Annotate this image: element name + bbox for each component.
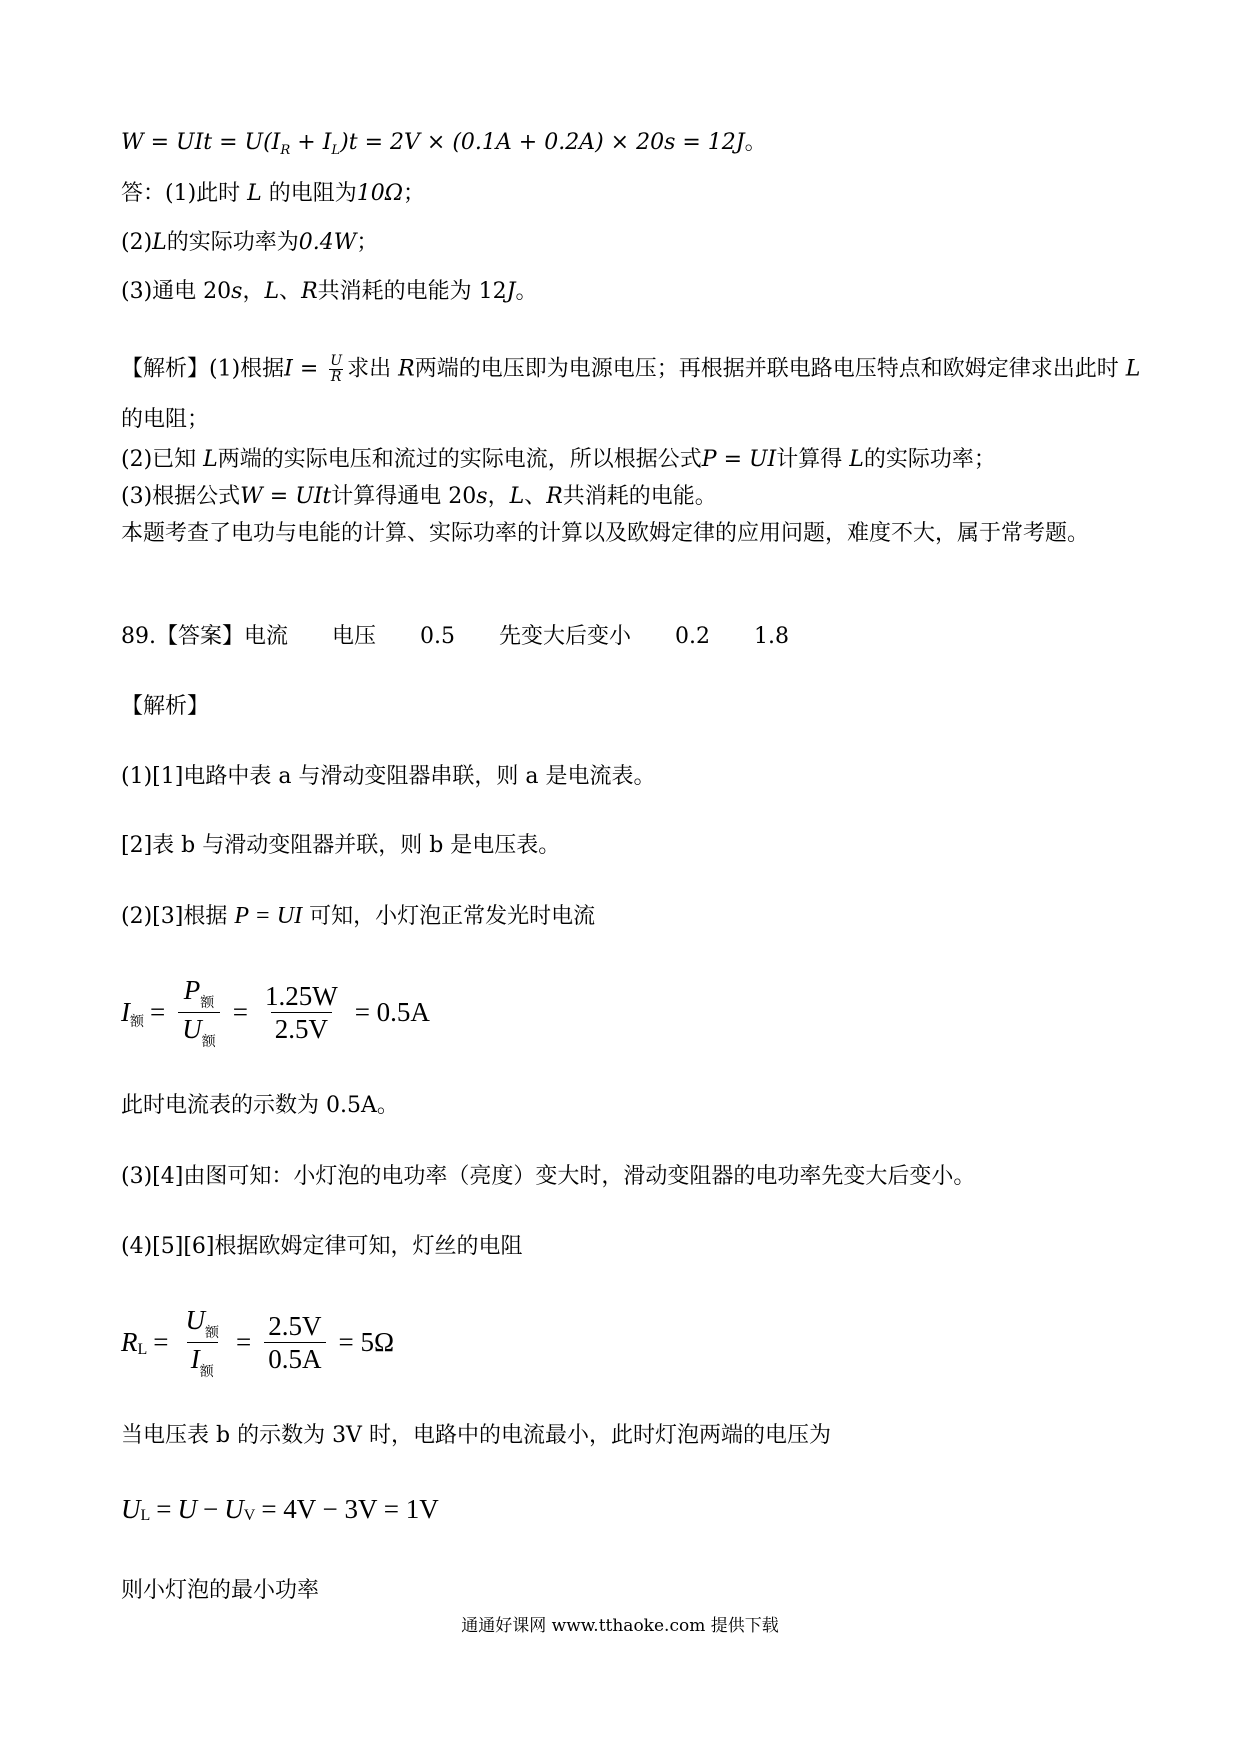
answer-3-prefix: (3)通电 20 [121, 279, 232, 304]
q89-step-3-equation: P = UI [234, 903, 303, 929]
answer-3-sep-1: ， [242, 279, 265, 304]
q89-step-3-prefix: (2)[3]根据 [121, 904, 235, 929]
answer-2-value: 0.4W [298, 230, 357, 255]
voltmeter-voltage-symbol: U [224, 1494, 244, 1524]
equals-sign: = [153, 1327, 169, 1357]
source-voltage-symbol: U [177, 1494, 198, 1524]
answer-2-middle: 的实际功率为 [166, 230, 299, 255]
answer-line-3 [121, 277, 538, 307]
answer-3-variable-l: L [264, 279, 280, 304]
answer-line-1 [121, 179, 425, 209]
fraction-denominator: 0.5A [264, 1342, 325, 1375]
answer-1-end: ； [403, 181, 426, 206]
analysis-3-sep-1: ， [487, 484, 510, 509]
current-subscript: 额 [199, 1365, 214, 1380]
voltage-subscript: 额 [205, 1326, 220, 1341]
work-equation-part-a: W = UIt = U(I [121, 130, 281, 155]
q89-step-3-suffix: 可知，小灯泡正常发光时电流 [302, 904, 596, 929]
q89-answer-6: 1.8 [754, 624, 790, 649]
analysis-1-variable-l: L [1125, 356, 1141, 382]
analysis-2-text: 两端的实际电压和流过的实际电流，所以根据公式 [217, 447, 702, 472]
analysis-1-variable-r: R [398, 356, 415, 382]
analysis-3-variable-l: L [509, 484, 525, 509]
formula-resistance-subscript: L [137, 1340, 148, 1358]
answer-2-variable: L [152, 230, 167, 255]
fraction-denominator: R [330, 369, 342, 385]
q89-step-2: [2]表 b 与滑动变阻器并联，则 b 是电压表。 [121, 833, 561, 858]
voltmeter-voltage-subscript: V [243, 1507, 256, 1524]
formula-result: = 0.5A [354, 997, 430, 1027]
analysis-1-text: 两端的电压即为电源电压；再根据并联电路电压特点和欧姆定律求出此时 [414, 356, 1126, 382]
answer-line-2 [121, 228, 378, 258]
subscript-r: R [280, 142, 291, 158]
analysis-2-end: 的实际功率； [863, 447, 996, 472]
ohm-fraction [328, 354, 344, 385]
q89-answer-3: 0.5 [420, 624, 456, 649]
q89-step-7: 则小灯泡的最小功率 [121, 1578, 320, 1603]
q89-answer-2: 电压 [332, 624, 377, 649]
answer-3-unit-s: s [231, 279, 243, 304]
analysis-1-equation: I = [284, 356, 326, 382]
voltage-subscript: 额 [201, 1035, 216, 1050]
work-equation-part-b: + I [290, 130, 332, 155]
analysis-1-prefix: 【解析】(1)根据 [121, 356, 285, 382]
answer-3-unit-j: J [506, 279, 516, 304]
power-subscript: 额 [200, 996, 215, 1011]
analysis-3-sep-2: 、 [524, 484, 547, 509]
analysis-line-2 [121, 445, 996, 475]
equals-sign: = [236, 1327, 252, 1357]
answer-2-end: ； [356, 230, 379, 255]
analysis-2-prefix: (2)已知 [121, 447, 204, 472]
q89-step-3 [121, 901, 595, 932]
rated-current-formula [121, 974, 430, 1051]
subscript-l: L [331, 142, 341, 158]
analysis-3-prefix: (3)根据公式 [121, 484, 241, 509]
q89-answer-1: 电流 [244, 624, 289, 649]
answer-3-sep-2: 、 [279, 279, 302, 304]
answer-1-variable: L [247, 181, 262, 206]
answer-1-prefix: 答：(1)此时 [121, 181, 248, 206]
work-equation [121, 128, 767, 161]
voltage-over-current-fraction [182, 1304, 224, 1381]
fraction-numerator [182, 1304, 224, 1342]
voltage-symbol: U [182, 1014, 202, 1044]
answer-1-middle: 的电阻为 [261, 181, 357, 206]
q89-answer-row [121, 622, 789, 652]
page-footer: 通通好课网 www.tthaoke.com 提供下载 [461, 1616, 779, 1636]
q89-step-3-result: 此时电流表的示数为 0.5A。 [121, 1093, 399, 1118]
numeric-fraction [264, 1310, 325, 1375]
analysis-line-1-continued: 的电阻； [121, 407, 210, 432]
fraction-denominator: 2.5V [271, 1012, 332, 1045]
analysis-3-middle: 计算得通电 20 [331, 484, 477, 509]
q89-answer-5: 0.2 [675, 624, 711, 649]
fraction-numerator [180, 974, 219, 1012]
q89-answer-4: 先变大后变小 [499, 624, 632, 649]
q89-analysis-title: 【解析】 [121, 694, 210, 719]
power-over-voltage-fraction [178, 974, 220, 1051]
analysis-line-1 [121, 354, 1140, 385]
current-symbol: I [190, 1344, 200, 1374]
q89-step-4: (3)[4]由图可知：小灯泡的电功率（亮度）变大时，滑动变阻器的电功率先变大后变小。 [121, 1164, 976, 1189]
equals-sign: = [150, 997, 166, 1027]
analysis-3-equation: W = UIt [240, 484, 332, 509]
analysis-3-unit-s: s [476, 484, 488, 509]
analysis-2-variable-l2: L [849, 447, 864, 472]
q89-step-5: (4)[5][6]根据欧姆定律可知，灯丝的电阻 [121, 1234, 523, 1259]
work-equation-part-c: )t = 2V × (0.1A + 0.2A) × 20s = 12J [340, 130, 745, 155]
power-symbol: P [183, 975, 201, 1005]
fraction-denominator [187, 1342, 218, 1381]
formula-voltage-symbol: U [121, 1494, 141, 1524]
fraction-numerator: 1.25W [264, 981, 338, 1011]
filament-resistance-formula [121, 1304, 394, 1381]
analysis-2-variable-l: L [203, 447, 218, 472]
analysis-2-middle: 计算得 [776, 447, 850, 472]
minus-sign: − [203, 1494, 219, 1524]
answer-3-variable-r: R [301, 279, 318, 304]
q89-label: 89.【答案】 [121, 624, 244, 649]
answer-1-value: 10Ω [356, 181, 404, 206]
voltage-symbol: U [185, 1305, 206, 1335]
equals-sign: = [232, 997, 248, 1027]
formula-current-symbol: I [121, 997, 130, 1027]
q89-step-6: 当电压表 b 的示数为 3V 时，电路中的电流最小，此时灯泡两端的电压为 [121, 1423, 831, 1448]
fraction-denominator [178, 1012, 220, 1051]
work-equation-end: 。 [744, 130, 767, 155]
formula-current-subscript: 额 [130, 1014, 144, 1030]
fraction-numerator: U [330, 353, 343, 369]
analysis-3-end: 共消耗的电能。 [562, 484, 717, 509]
formula-resistance-symbol: R [121, 1327, 138, 1357]
analysis-2-equation: P = UI [701, 447, 777, 472]
analysis-3-variable-r: R [546, 484, 563, 509]
formula-voltage-subscript: L [140, 1507, 151, 1524]
lamp-voltage-formula [121, 1492, 439, 1526]
fraction-numerator: 2.5V [268, 1311, 322, 1341]
answer-2-prefix: (2) [121, 230, 153, 255]
answer-3-end: 。 [515, 279, 538, 304]
q89-answer-1-group [121, 622, 288, 652]
numeric-fraction [261, 980, 342, 1045]
formula-result: = 4V − 3V = 1V [261, 1494, 439, 1524]
analysis-line-3 [121, 482, 717, 512]
formula-result: = 5Ω [338, 1327, 395, 1357]
analysis-summary: 本题考查了电功与电能的计算、实际功率的计算以及欧姆定律的应用问题，难度不大，属于常考题。 [121, 521, 1090, 546]
equals-sign: = [156, 1494, 172, 1524]
analysis-1-middle: 求出 [347, 356, 399, 382]
q89-step-1: (1)[1]电路中表 a 与滑动变阻器串联，则 a 是电流表。 [121, 764, 656, 789]
answer-3-middle: 共消耗的电能为 12 [317, 279, 507, 304]
